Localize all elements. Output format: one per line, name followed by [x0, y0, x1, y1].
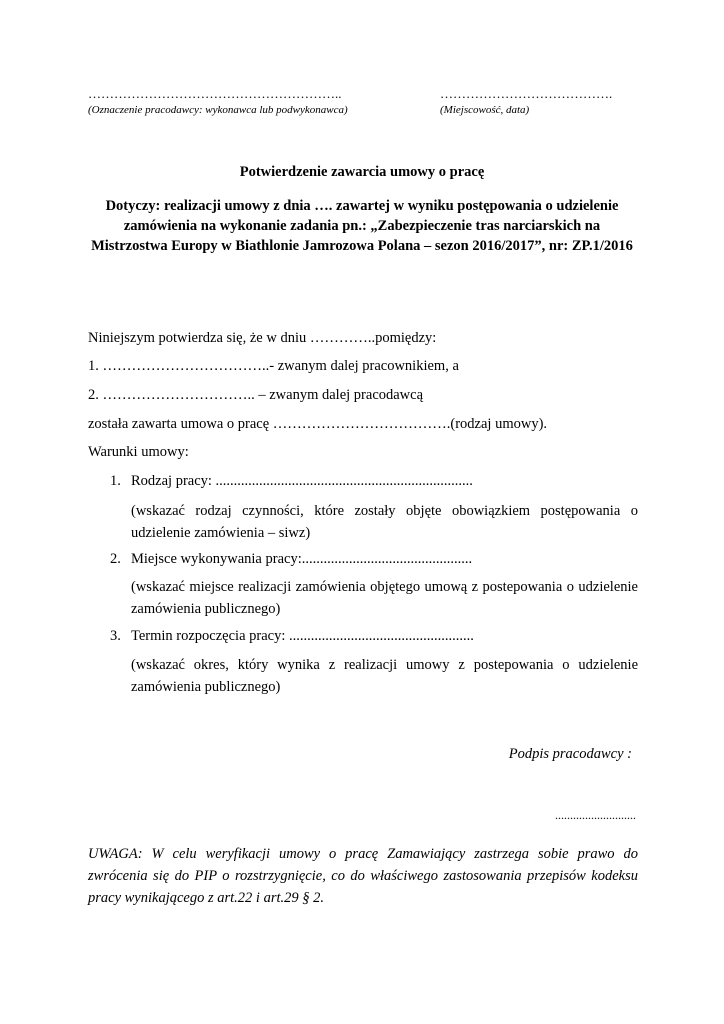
- place-date-dots: ………………………………….: [440, 86, 613, 101]
- employer-designation-caption: (Oznaczenie pracodawcy: wykonawca lub podwykonawca): [88, 104, 348, 116]
- confirmation-line: Niniejszym potwierdza się, że w dniu …………..pomiędzy:: [88, 330, 437, 346]
- subject-line-1: Dotyczy: realizacji umowy z dnia …. zawartej w wyniku postępowania o udzielenie: [105, 198, 619, 214]
- item-label: Miejsce wykonywania pracy:...............................................: [131, 551, 473, 567]
- subject-line-2: zamówienia na wykonanie zadania pn.: „Zabezpieczenie tras narciarskich na: [123, 218, 601, 234]
- subject-line-3: Mistrzostwa Europy w Biathlonie Jamrozowa Polana – sezon 2016/2017”, nr: ZP.1/2016: [91, 238, 633, 254]
- item-note: (wskazać miejsce realizacji zamówienia objętego umową z postepowania o udzielenie zamówienia publicznego): [131, 579, 638, 617]
- conditions-heading: Warunki umowy:: [88, 444, 189, 460]
- signature-dots: ...........................: [555, 808, 636, 822]
- item-note: (wskazać rodzaj czynności, które zostały objęte obowiązkiem postępowania o udzielenie zamówienia – siwz): [131, 503, 638, 541]
- item-label: Rodzaj pracy: .......................................................................: [131, 473, 473, 489]
- document-title: Potwierdzenie zawarcia umowy o pracę: [239, 164, 485, 180]
- item-number: 2.: [110, 551, 121, 567]
- contract-type-line: została zawarta umowa o pracę ……………………………….(rodzaj umowy).: [88, 416, 548, 432]
- employer-designation-dots: …………………………………………………..: [88, 86, 342, 101]
- place-date-caption: (Miejscowość, data): [440, 104, 530, 116]
- item-number: 3.: [110, 628, 121, 644]
- item-number: 1.: [110, 473, 121, 489]
- subject-block: [80, 196, 644, 256]
- signature-label: Podpis pracodawcy :: [508, 746, 632, 762]
- item-label: Termin rozpoczęcia pracy: ...................................................: [131, 628, 474, 644]
- employer-line: 2. ………………………….. – zwanym dalej pracodawcą: [88, 387, 424, 403]
- warning-note: UWAGA: W celu weryfikacji umowy o pracę Zamawiający zastrzega sobie prawo do zwrócenia się do PIP o rozstrzygnięcie, co do właściwego zastosowania przepisów kodeksu pracy wynikającego z art.22 i art.29 § 2.: [88, 846, 638, 906]
- item-note: (wskazać okres, który wynika z realizacji umowy z postepowania o udzielenie zamówienia publicznego): [131, 657, 638, 695]
- employee-line: 1. ……………………………..- zwanym dalej pracownikiem, a: [88, 358, 459, 374]
